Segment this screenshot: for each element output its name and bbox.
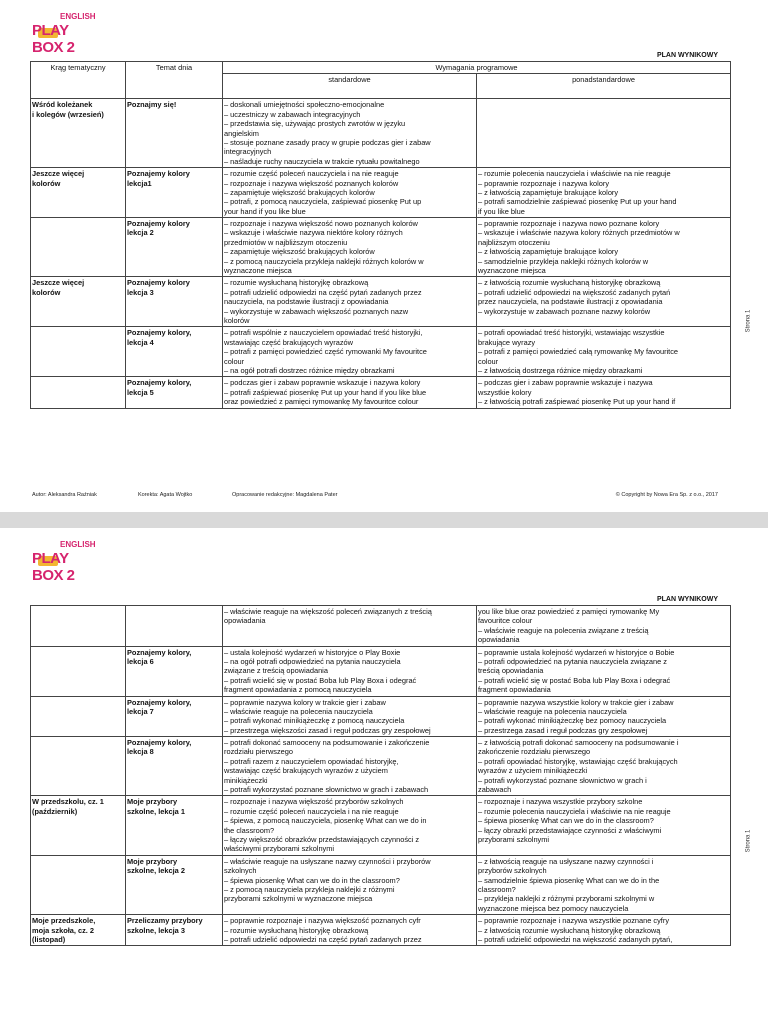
table-body-page-1 — [31, 99, 731, 408]
cell-std — [223, 218, 477, 277]
cell-pon — [477, 218, 731, 277]
cell-text-line: przedmiotów w najbliższym otoczeniu — [224, 237, 348, 247]
cell-std — [223, 646, 477, 696]
cell-text-line: – łączy większość obrazków przedstawiających czynności z — [224, 834, 420, 844]
cell-text-line: – rozumie wysłuchaną historyjkę obrazkową — [224, 925, 369, 935]
cell-text-line: – potrafi udzielić odpowiedzi na większość zadanych pytań — [478, 287, 671, 297]
cell-text-line: – rozumie część poleceń nauczyciela i na nie reaguje — [224, 169, 399, 179]
cell-text-line: – potrafi samodzielnie zaśpiewać piosenkę Put up your hand — [478, 197, 677, 207]
cell-text-line: – śpiewa piosenkę What can we do in the classroom? — [478, 816, 654, 826]
header-temat: Temat dnia — [126, 62, 223, 99]
cell-text-line: – poprawnie rozpoznaje i nazywa wszystkie poznane cyfry — [478, 916, 670, 926]
footer-author: Autor: Aleksandra Raźniak — [32, 492, 97, 498]
cell-text-line: – wykorzystuje w zabawach większość poznanych nazw — [224, 306, 409, 316]
cell-text-line: – uczestniczy w zabawach integracyjnych — [224, 109, 361, 119]
cell-text-line: szkolne, lekcja 2 — [127, 866, 185, 876]
cell-temat — [126, 218, 223, 277]
cell-text-line: wstawiając część brakujących wyrazów z użyciem — [224, 766, 388, 776]
plan-title: PLAN WYNIKOWY — [656, 52, 718, 59]
cell-text-line: – śpiewa piosenkę What can we do in the classroom? — [224, 875, 400, 885]
cell-text-line: nauczyciela, na podstawie ilustracji z opowiadania — [224, 297, 389, 307]
cell-text-line: – rozpoznaje i nazywa większość poznanych kolorów — [224, 178, 399, 188]
cell-pon — [477, 737, 731, 796]
cell-text-line: zakończenie rozdziału pierwszego — [478, 747, 591, 757]
table-row — [31, 737, 731, 796]
cell-text-line: wstawiając część brakujących wyrazów — [224, 337, 353, 347]
cell-krag — [31, 327, 126, 377]
logo-english-text: ENGLISH — [60, 12, 96, 21]
cell-text-line: szkolne, lekcja 1 — [127, 806, 185, 816]
cell-text-line: – podczas gier i zabaw poprawnie wskazuje i nazywa kolory — [224, 378, 421, 388]
cell-text-line: – z pomocą nauczyciela przykleja naklejki różnych kolorów w — [224, 256, 424, 266]
cell-text-line: Poznajemy kolory, — [127, 328, 192, 338]
cell-text-line: Moje przedszkole, — [32, 916, 96, 926]
cell-text-line: Poznajemy kolory, — [127, 647, 192, 657]
table-row — [31, 646, 731, 696]
cell-text-line: – na ogół potrafi odpowiedzieć na pytania nauczyciela — [224, 656, 401, 666]
cell-krag — [31, 796, 126, 855]
page-2 — [0, 528, 768, 1024]
cell-text-line: – potrafi dokonać samooceny na podsumowanie i zakończenie — [224, 738, 430, 748]
cell-text-line: (październik) — [32, 806, 78, 816]
cell-text-line: kolorów — [32, 287, 61, 297]
cell-text-line: – potrafi opowiadać treść historyjki, wstawiając wszystkie — [478, 328, 665, 338]
cell-text-line: Poznajemy kolory — [127, 169, 190, 179]
cell-text-line: – poprawnie rozpoznaje i nazywa większość poznanych cyfr — [224, 916, 421, 926]
cell-pon — [477, 277, 731, 327]
cell-text-line: – potrafi udzielić odpowiedzi na część pytań zadanych przez — [224, 934, 422, 944]
cell-text-line: – potrafi razem z nauczycielem opowiadać historyjkę, — [224, 756, 399, 766]
cell-text-line: – na ogół potrafi dostrzec różnice między obrazkami — [224, 365, 395, 375]
cell-pon — [477, 796, 731, 855]
cell-text-line: – właściwie reaguje na polecenia związane z treścią — [478, 625, 649, 635]
cell-text-line: – z łatwością zapamiętuje brakujące kolory — [478, 247, 619, 257]
cell-std — [223, 277, 477, 327]
cell-std — [223, 168, 477, 218]
cell-text-line: integracyjnych — [224, 147, 272, 157]
cell-text-line: fragment opowiadania — [478, 685, 551, 695]
cell-temat — [126, 377, 223, 408]
table-row — [31, 168, 731, 218]
play-box-logo — [32, 540, 102, 584]
cell-temat — [126, 168, 223, 218]
cell-text-line: – potrafi wykorzystać poznane słownictwo w grach i — [478, 775, 647, 785]
cell-text-line: – z łatwością potrafi zaśpiewać piosenkę Put up your hand if — [478, 397, 676, 407]
cell-text-line: – potrafi z pamięci powiedzieć część rymowanki My favouritce — [224, 347, 427, 357]
cell-text-line: – z pomocą nauczyciela przykleja naklejki z różnymi — [224, 884, 395, 894]
cell-text-line: zabawach — [478, 785, 512, 795]
cell-text-line: i kolegów (wrzesień) — [32, 109, 104, 119]
cell-text-line: – rozumie polecenia nauczyciela i właściwie na nie reaguje — [478, 806, 671, 816]
cell-text-line: – z łatwością rozumie wysłuchaną historyjkę obrazkową — [478, 278, 661, 288]
cell-text-line: – właściwie reaguje na polecenia nauczyciela — [478, 706, 627, 716]
cell-text-line: the classroom? — [224, 825, 275, 835]
cell-text-line: Jeszcze więcej — [32, 169, 85, 179]
cell-pon — [477, 646, 731, 696]
cell-krag — [31, 696, 126, 737]
cell-text-line: wyznaczone miejsca — [478, 266, 546, 276]
cell-text-line: wyznaczone miejsca — [224, 266, 292, 276]
cell-text-line: – rozumie polecenia nauczyciela i właściwie na nie reaguje — [478, 169, 671, 179]
cell-text-line: oraz powiedzieć z pamięci rymowankę My favouritce colour — [224, 397, 419, 407]
cell-pon — [477, 915, 731, 946]
table-row — [31, 606, 731, 647]
cell-text-line: – łączy obrazki przedstawiające czynności z właściwymi — [478, 825, 662, 835]
cell-text-line: Poznajemy kolory, — [127, 378, 192, 388]
cell-text-line: kolorów — [32, 178, 61, 188]
cell-temat — [126, 737, 223, 796]
cell-text-line: szkolnych — [224, 866, 257, 876]
cell-krag — [31, 277, 126, 327]
cell-text-line: kolorów — [224, 315, 250, 325]
cell-text-line: Moje przybory — [127, 856, 178, 866]
cell-text-line: (listopad) — [32, 934, 66, 944]
cell-pon — [477, 696, 731, 737]
cell-text-line: you like blue oraz powiedzieć z pamięci rymowankę My — [478, 607, 660, 616]
header-wymagania: Wymagania programowe — [223, 62, 731, 74]
cell-temat — [126, 696, 223, 737]
cell-std — [223, 796, 477, 855]
cell-text-line: – doskonali umiejętności społeczno-emocjonalne — [224, 100, 385, 110]
cell-text-line: – samodzielnie śpiewa piosenkę What can we do in the — [478, 875, 660, 885]
cell-text-line: – potrafi zaśpiewać piosenkę Put up your hand if you like blue — [224, 387, 427, 397]
cell-pon — [477, 168, 731, 218]
cell-temat — [126, 855, 223, 914]
cell-text-line: – potrafi wykorzystać poznane słownictwo w grach i zabawach — [224, 785, 429, 795]
cell-text-line: Jeszcze więcej — [32, 278, 85, 288]
cell-text-line: wszystkie kolory — [478, 387, 532, 397]
cell-text-line: if you like blue — [478, 206, 525, 216]
cell-text-line: – poprawnie nazywa wszystkie kolory w trakcie gier i zabaw — [478, 697, 674, 707]
cell-pon — [477, 327, 731, 377]
cell-text-line: Poznajemy kolory — [127, 219, 190, 229]
cell-std — [223, 327, 477, 377]
cell-text-line: – zapamiętuje większość brakujących kolorów — [224, 247, 375, 257]
cell-text-line: – potrafi z pamięci powiedzieć całą rymowankę My favouritce — [478, 347, 679, 357]
header-standardowe: standardowe — [223, 74, 477, 99]
cell-text-line: przez nauczyciela, na podstawie ilustracji z opowiadania — [478, 297, 663, 307]
cell-temat — [126, 606, 223, 647]
cell-text-line: – właściwie reaguje na polecenia nauczyciela — [224, 706, 373, 716]
plan-title: PLAN WYNIKOWY — [656, 596, 718, 603]
cell-text-line: – rozpoznaje i nazywa większość nowo poznanych kolorów — [224, 219, 418, 229]
cell-text-line: – potrafi wspólnie z nauczycielem opowiadać treść historyjki, — [224, 328, 423, 338]
cell-text-line: – ustala kolejność wydarzeń w historyjce o Play Boxie — [224, 647, 401, 657]
cell-text-line: – poprawnie rozpoznaje i nazywa nowo poznane kolory — [478, 219, 660, 229]
cell-text-line: – potrafi wykonać minikiążeczkę z pomocą nauczyciela — [224, 716, 405, 726]
cell-pon — [477, 99, 731, 168]
cell-text-line: – rozpoznaje i nazywa wszystkie przybory szkolne — [478, 797, 643, 807]
cell-text-line: moja szkoła, cz. 2 — [32, 925, 95, 935]
cell-std — [223, 915, 477, 946]
table-row — [31, 218, 731, 277]
cell-text-line: minikiążeczki — [224, 775, 268, 785]
cell-krag — [31, 218, 126, 277]
cell-text-line: lekcja 2 — [127, 228, 154, 238]
play-box-logo — [32, 12, 102, 56]
cell-text-line: właściwymi przyborami szkolnymi — [224, 844, 335, 854]
cell-text-line: – potrafi wykonać minikiążeczkę bez pomocy nauczyciela — [478, 716, 667, 726]
cell-text-line: – poprawnie ustala kolejność wydarzeń w historyjce o Bobie — [478, 647, 675, 657]
cell-text-line: lekcja 7 — [127, 706, 154, 716]
cell-text-line: – naśladuje ruchy nauczyciela w trakcie rytuału powitalnego — [224, 156, 420, 166]
cell-text-line: szkolne, lekcja 3 — [127, 925, 185, 935]
cell-std — [223, 99, 477, 168]
footer-editing: Opracowanie redakcyjne: Magdalena Pater — [232, 492, 338, 498]
table-row — [31, 696, 731, 737]
cell-text-line: – stosuje poznane zasady pracy w grupie podczas gier i zabaw — [224, 137, 431, 147]
table-row — [31, 796, 731, 855]
cell-text-line: – z łatwością zapamiętuje brakujące kolory — [478, 187, 619, 197]
cell-text-line: lekcja 4 — [127, 337, 154, 347]
cell-krag — [31, 606, 126, 647]
cell-text-line: – z łatwością dostrzega różnice między obrazkami — [478, 365, 643, 375]
footer-copyright: © Copyright by Nowa Era Sp. z o.o., 2017 — [615, 492, 718, 498]
cell-text-line: lekcja 8 — [127, 747, 154, 757]
cell-text-line: – samodzielnie przykleja naklejki różnych kolorów w — [478, 256, 649, 266]
cell-text-line: wyznaczone miejsca bez pomocy nauczyciela — [478, 903, 629, 913]
cell-pon — [477, 377, 731, 408]
cell-text-line: – zapamiętuje większość brakujących kolorów — [224, 187, 375, 197]
cell-text-line: – rozpoznaje i nazywa większość przyborów szkolnych — [224, 797, 404, 807]
cell-text-line: – śpiewa, z pomocą nauczyciela, piosenkę What can we do in — [224, 816, 427, 826]
cell-text-line: your hand if you like blue — [224, 206, 306, 216]
cell-text-line: opowiadania — [478, 635, 520, 645]
footer-proofreading: Korekta: Agata Wojtko — [138, 492, 193, 498]
cell-pon — [477, 606, 731, 647]
cell-krag — [31, 99, 126, 168]
cell-temat — [126, 796, 223, 855]
cell-text-line: rozdziału pierwszego — [224, 747, 294, 757]
plan-table-page-2 — [30, 605, 731, 946]
cell-text-line: opowiadania — [224, 616, 266, 626]
cell-text-line: Moje przybory — [127, 797, 178, 807]
cell-text-line: – potrafi opowiadać historyjkę, wstawiając część brakujących — [478, 756, 678, 766]
cell-text-line: – wskazuje i właściwie nazywa kolory różnych przedmiotów w — [478, 228, 680, 238]
cell-std — [223, 696, 477, 737]
cell-temat — [126, 99, 223, 168]
cell-text-line: przyborów szkolnych — [478, 866, 547, 876]
cell-std — [223, 737, 477, 796]
header-ponadstandardowe: ponadstandardowe — [477, 74, 731, 99]
cell-text-line: fragment opowiadania z pomocą nauczyciela — [224, 685, 372, 695]
cell-text-line: – przykleja naklejki z różnymi przyborami szkolnymi w — [478, 894, 655, 904]
cell-text-line: – przestrzega większości zasad i reguł podczas gry zespołowej — [224, 725, 431, 735]
table-row — [31, 277, 731, 327]
cell-text-line: favouritce colour — [478, 616, 533, 626]
page-number-side: Strona 1 — [745, 829, 752, 853]
cell-text-line: przyborami szkolnymi w wyznaczone miejsca — [224, 894, 373, 904]
cell-text-line: – z łatwością rozumie wysłuchaną historyjkę obrazkową — [478, 925, 661, 935]
cell-text-line: Wśród koleżanek — [32, 100, 93, 110]
cell-text-line: – potrafi wcielić się w postać Boba lub Play Boxa i odegrać — [224, 675, 417, 685]
cell-text-line: – z łatwością reaguje na usłyszane nazwy czynności i — [478, 856, 654, 866]
cell-text-line: – przestrzega zasad i reguł podczas gry zespołowej — [478, 725, 648, 735]
cell-krag — [31, 737, 126, 796]
cell-text-line: – potrafi odpowiedzieć na pytania nauczyciela związane z — [478, 656, 667, 666]
cell-krag — [31, 915, 126, 946]
cell-text-line: Przeliczamy przybory — [127, 916, 203, 926]
cell-text-line: W przedszkolu, cz. 1 — [32, 797, 104, 807]
table-row — [31, 855, 731, 914]
cell-krag — [31, 377, 126, 408]
cell-text-line: wyrazów z użyciem minikiążeczki — [478, 766, 588, 776]
cell-text-line: przyborami szkolnymi — [478, 834, 550, 844]
cell-pon — [477, 855, 731, 914]
cell-text-line: lekcja 6 — [127, 656, 154, 666]
cell-std — [223, 377, 477, 408]
cell-text-line: – potrafi, z pomocą nauczyciela, zaśpiewać piosenkę Put up — [224, 197, 422, 207]
cell-text-line: – wskazuje i właściwie nazywa niektóre kolory różnych — [224, 228, 403, 238]
cell-text-line: colour — [478, 356, 499, 366]
table-row — [31, 377, 731, 408]
cell-text-line: Poznajemy kolory, — [127, 738, 192, 748]
cell-text-line: – właściwie reaguje na większość poleceń związanych z treścią — [224, 607, 432, 616]
logo-playbox-text: PLAY BOX 2 — [32, 22, 75, 56]
plan-table-page-1 — [30, 61, 731, 409]
cell-text-line: – rozumie wysłuchaną historyjkę obrazkową — [224, 278, 369, 288]
table-row — [31, 99, 731, 168]
cell-text-line: colour — [224, 356, 245, 366]
cell-text-line: – potrafi wcielić się w postać Boba lub Play Boxa i odegrać — [478, 675, 671, 685]
cell-text-line: – wykorzystuje w zabawach poznane nazwy kolorów — [478, 306, 651, 316]
cell-text-line: najbliższym otoczeniu — [478, 237, 550, 247]
cell-temat — [126, 646, 223, 696]
cell-text-line: – potrafi udzielić odpowiedzi na większość zadanych pytań, — [478, 934, 673, 944]
cell-text-line: lekcja1 — [127, 178, 152, 188]
cell-text-line: – właściwie reaguje na usłyszane nazwy czynności i przyborów — [224, 856, 431, 866]
cell-temat — [126, 327, 223, 377]
logo-playbox-text: PLAY BOX 2 — [32, 550, 75, 584]
cell-krag — [31, 168, 126, 218]
cell-text-line: brakujące wyrazy — [478, 337, 536, 347]
cell-text-line: – z łatwością potrafi dokonać samooceny na podsumowanie i — [478, 738, 679, 748]
cell-std — [223, 855, 477, 914]
cell-krag — [31, 646, 126, 696]
cell-text-line: Poznajmy się! — [127, 100, 177, 110]
cell-temat — [126, 277, 223, 327]
cell-text-line: classroom? — [478, 884, 516, 894]
table-body-page-2 — [31, 606, 731, 946]
header-krag: Krąg tematyczny — [31, 62, 126, 99]
cell-krag — [31, 855, 126, 914]
cell-text-line: treścią opowiadania — [478, 666, 544, 676]
cell-text-line: lekcja 5 — [127, 387, 154, 397]
cell-std — [223, 606, 477, 647]
logo-english-text: ENGLISH — [60, 540, 96, 549]
cell-text-line: – poprawnie rozpoznaje i nazywa kolory — [478, 178, 610, 188]
cell-temat — [126, 915, 223, 946]
table-row — [31, 327, 731, 377]
cell-text-line: – podczas gier i zabaw poprawnie wskazuje i nazywa — [478, 378, 653, 388]
cell-text-line: – poprawnie nazywa kolory w trakcie gier i zabaw — [224, 697, 386, 707]
cell-text-line: lekcja 3 — [127, 287, 154, 297]
cell-text-line: związane z treścią opowiadania — [224, 666, 328, 676]
cell-text-line: Poznajemy kolory — [127, 278, 190, 288]
cell-text-line: – potrafi udzielić odpowiedzi na część pytań zadanych przez — [224, 287, 422, 297]
cell-text-line: angielskim — [224, 128, 259, 138]
table-row — [31, 915, 731, 946]
cell-text-line: – rozumie część poleceń nauczyciela i na nie reaguje — [224, 806, 399, 816]
cell-text-line: Poznajemy kolory, — [127, 697, 192, 707]
cell-text-line: – przedstawia się, używając prostych zwrotów w języku — [224, 119, 406, 129]
page-number-side: Strona 1 — [745, 309, 752, 333]
